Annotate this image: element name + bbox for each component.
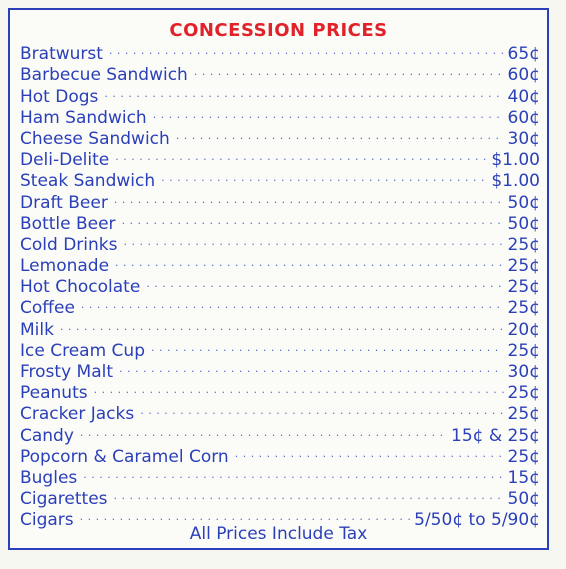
item-price: 50¢ — [507, 213, 540, 234]
item-price: 25¢ — [507, 256, 540, 277]
item-price: 60¢ — [507, 107, 540, 128]
item-name: Frosty Malt — [20, 362, 114, 382]
item-price: $1.00 — [491, 150, 540, 171]
list-item — [20, 467, 540, 488]
price-card — [8, 8, 549, 550]
list-item — [20, 128, 540, 149]
item-name: Cold Drinks — [20, 234, 118, 255]
item-name: Ice Cream Cup — [20, 340, 145, 361]
item-price: 15¢ & 25¢ — [451, 425, 540, 446]
list-item — [20, 191, 540, 212]
list-item — [20, 43, 540, 64]
item-price: 50¢ — [507, 192, 540, 213]
item-name: Lemonade — [20, 256, 110, 277]
item-price: 25¢ — [507, 277, 540, 298]
item-name: Bugles — [20, 467, 78, 488]
item-name: Cigars — [20, 510, 74, 531]
item-name: Cheese Sandwich — [20, 128, 170, 149]
item-price: 30¢ — [507, 362, 540, 382]
list-item — [20, 424, 540, 445]
item-price: 5/50¢ to 5/90¢ — [414, 510, 540, 531]
list-item — [20, 382, 540, 403]
item-name: Popcorn & Caramel Corn — [20, 446, 229, 467]
dot-leader — [104, 87, 503, 107]
list-item — [20, 488, 540, 509]
list-item — [20, 403, 540, 424]
dot-leader — [140, 404, 503, 424]
list-item — [20, 276, 540, 297]
item-price: 25¢ — [507, 383, 540, 404]
list-item — [20, 255, 540, 276]
item-price: 15¢ — [507, 467, 540, 488]
item-price: 60¢ — [507, 65, 540, 86]
item-name: Bratwurst — [20, 44, 103, 65]
list-item — [20, 234, 540, 255]
dot-leader — [146, 277, 503, 297]
dot-leader — [176, 129, 504, 149]
list-item — [20, 446, 540, 467]
dot-leader — [94, 383, 504, 403]
dot-leader — [115, 256, 504, 276]
dot-leader — [114, 193, 504, 213]
list-item — [20, 64, 540, 85]
tax-note: All Prices Include Tax — [189, 524, 368, 544]
dot-leader — [119, 362, 504, 382]
item-name: Steak Sandwich — [20, 171, 156, 192]
item-price: $1.00 — [491, 171, 540, 192]
list-item — [20, 149, 540, 170]
item-price: 25¢ — [507, 340, 540, 361]
item-name: Coffee — [20, 298, 75, 319]
item-price: 25¢ — [507, 404, 540, 425]
dot-leader — [151, 341, 504, 361]
item-price: 50¢ — [507, 489, 540, 510]
list-item — [20, 340, 540, 361]
list-item — [20, 297, 540, 318]
dot-leader — [83, 468, 503, 488]
item-price: 20¢ — [507, 319, 540, 340]
item-name: Milk — [20, 319, 54, 340]
item-name: Cigarettes — [20, 489, 108, 510]
item-name: Peanuts — [20, 383, 88, 404]
item-name: Bottle Beer — [20, 213, 116, 234]
item-name: Candy — [20, 425, 74, 446]
list-item — [20, 107, 540, 128]
list-item — [20, 170, 540, 191]
dot-leader — [194, 65, 504, 85]
dot-leader — [161, 171, 487, 191]
item-price: 40¢ — [507, 86, 540, 107]
dot-leader — [114, 489, 504, 509]
list-item — [20, 213, 540, 234]
item-name: Draft Beer — [20, 192, 108, 213]
dot-leader — [122, 214, 504, 234]
dot-leader — [153, 108, 504, 128]
list-item — [20, 361, 540, 382]
item-price: 65¢ — [507, 44, 540, 65]
dot-leader — [235, 447, 504, 467]
dot-leader — [123, 235, 503, 255]
item-name: Barbecue Sandwich — [20, 65, 188, 86]
dot-leader — [80, 426, 447, 446]
list-item — [20, 318, 540, 339]
dot-leader — [109, 44, 504, 64]
menu-title: CONCESSION PRICES — [169, 20, 388, 41]
item-name: Ham Sandwich — [20, 107, 147, 128]
item-name: Cracker Jacks — [20, 404, 135, 425]
item-name: Hot Dogs — [20, 86, 99, 107]
item-price: 30¢ — [507, 128, 540, 149]
item-price: 25¢ — [507, 446, 540, 467]
dot-leader — [60, 320, 504, 340]
item-name: Deli-Delite — [20, 150, 110, 171]
list-item — [20, 85, 540, 106]
dot-leader — [115, 150, 487, 170]
item-name: Hot Chocolate — [20, 277, 141, 298]
dot-leader — [81, 298, 504, 318]
item-price: 25¢ — [507, 298, 540, 319]
price-list — [20, 43, 540, 530]
item-price: 25¢ — [507, 234, 540, 255]
